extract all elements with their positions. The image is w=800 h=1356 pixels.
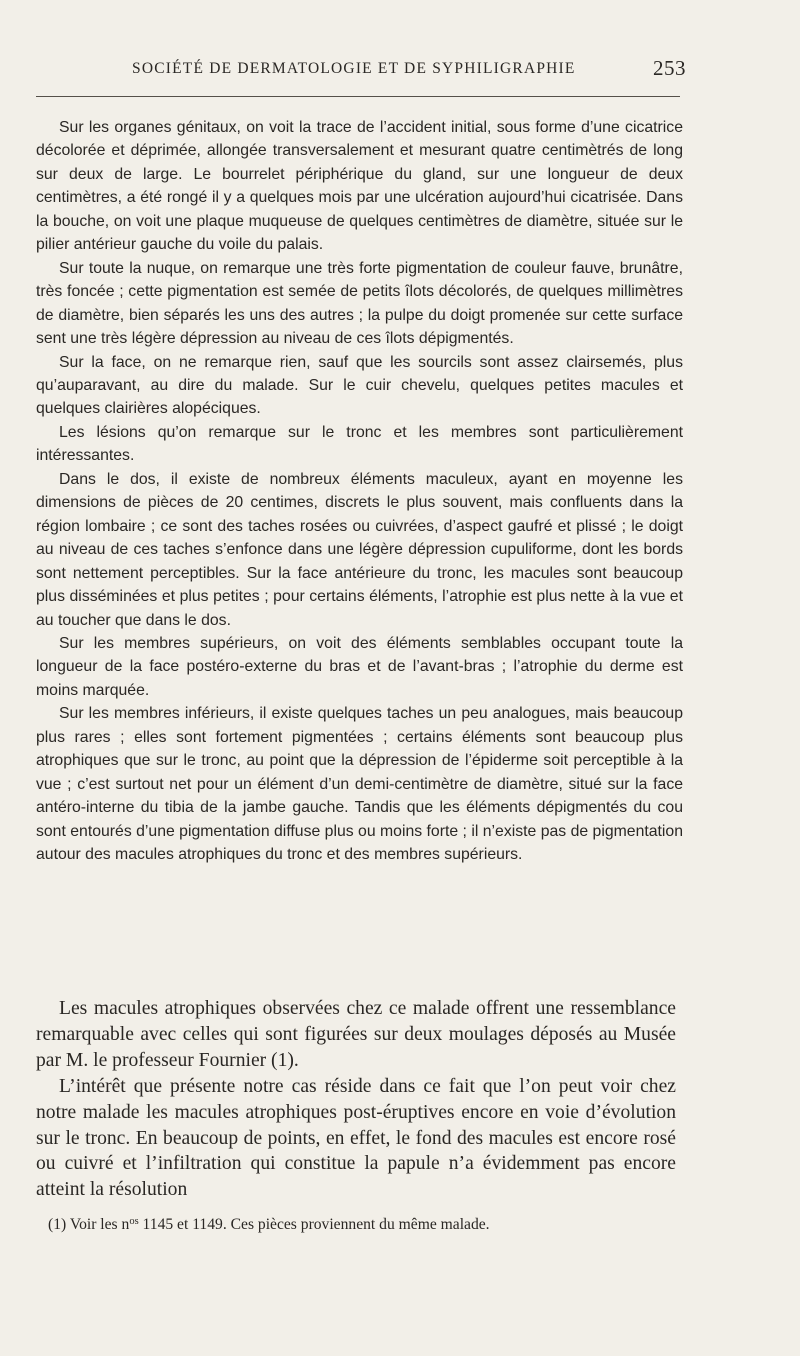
paragraph-back-findings: Dans le dos, il existe de nombreux éléments maculeux, ayant en moyenne les dimensions de pièces de 20 centimes, discrets le plus souvent, mais confluents dans la région lombaire ; ce sont des taches rosées ou cuivrées, d’aspect gaufré et plissé ; le doigt au niveau de ces taches s’enfonce dans une légère dépression cupuliforme, dont les bords sont nettement perceptibles. Sur la face antérieure du tronc, les macules sont beaucoup plus disséminées et plus petites ; pour certains éléments, l’atrophie est plus nette à la vue et au toucher que dans le dos. [36,470,683,629]
running-head [36,58,686,86]
footnote [48,1212,688,1235]
footnote-text-before: Voir les n [69,1216,130,1233]
paragraph-neck-findings: Sur toute la nuque, on remarque une très forte pigmentation de couleur fauve, brunâtre, très foncée ; cette pigmentation est semée de petits îlots décolorés, de quelques millimètres de diamètre, bien séparés les uns des autres ; la pulpe du doigt promenée sur cette surface sent une très légère dépression au niveau de ces îlots dépigmentés. [36,259,683,348]
paragraph-trunk-intro: Les lésions qu’on remarque sur le tronc et les membres sont particulièrement intéressantes. [36,423,683,465]
page-number: 253 [653,56,686,80]
paragraph-upper-limbs: Sur les membres supérieurs, on voit des éléments semblables occupant toute la longueur de la face postéro-externe du bras et de l’avant-bras ; l’atrophie du derme est moins marquée. [36,634,683,699]
paragraph-face-findings: Sur la face, on ne remarque rien, sauf que les sourcils sont assez clairsemés, plus qu’auparavant, au dire du malade. Sur le cuir chevelu, quelques petites macules et quelques clairières alopéciques. [36,353,683,418]
paragraph-comparison: Les macules atrophiques observées chez ce malade offrent une ressemblance remarquable avec celles qui sont figurées sur deux moulages déposés au Musée par M. le professeur Fournier (1). [36,998,676,1071]
footnote-marker: (1) [48,1216,67,1233]
paragraph-lower-limbs: Sur les membres inférieurs, il existe quelques taches un peu analogues, mais beaucoup plus rares ; elles sont fortement pigmentées ; certains éléments sont beaucoup plus atrophiques que sur le tronc, au point que la dépression de l’épiderme soit perceptible à la vue ; c’est surtout net pour un élément d’un demi-centimètre de diamètre, situé sur la face antéro-interne du tibia de la jambe gauche. Tandis que les éléments dépigmentés du cou sont entourés d’une pigmentation diffuse plus ou moins forte ; il n’existe pas de pigmentation autour des macules atrophiques du tronc et des membres supérieurs. [36,705,683,864]
clinical-description [36,116,683,867]
discussion [36,996,676,1203]
paragraph-genital-findings: Sur les organes génitaux, on voit la trace de l’accident initial, sous forme d’une cicatrice décolorée et déprimée, allongée transversalement et mesurant quatre centimètrés de long sur deux de large. Le bourrelet périphérique du gland, sur une longueur de deux centimètres, a été rongé il y a quelques mois par une ulcération aujourd’hui cicatrisée. Dans la bouche, on voit une plaque muqueuse de quelques centimètres de diamètre, située sur le pilier antérieur gauche du voile du palais. [36,119,683,254]
footnote-text-after: 1145 et 1149. Ces pièces proviennent du même malade. [138,1216,490,1233]
header-rule [36,96,680,97]
paragraph-interest: L’intérêt que présente notre cas réside dans ce fait que l’on peut voir chez notre malade les macules atrophiques post-éruptives encore en voie d’évolution sur le tronc. En beaucoup de points, en effet, le fond des macules est encore rosé ou cuivré et l’infiltration qui constitue la papule n’a évidemment pas encore atteint la résolution [36,1075,676,1201]
running-title: SOCIÉTÉ DE DERMATOLOGIE ET DE SYPHILIGRAPHIE [132,60,576,77]
footnote-superscript: os [129,1216,139,1227]
